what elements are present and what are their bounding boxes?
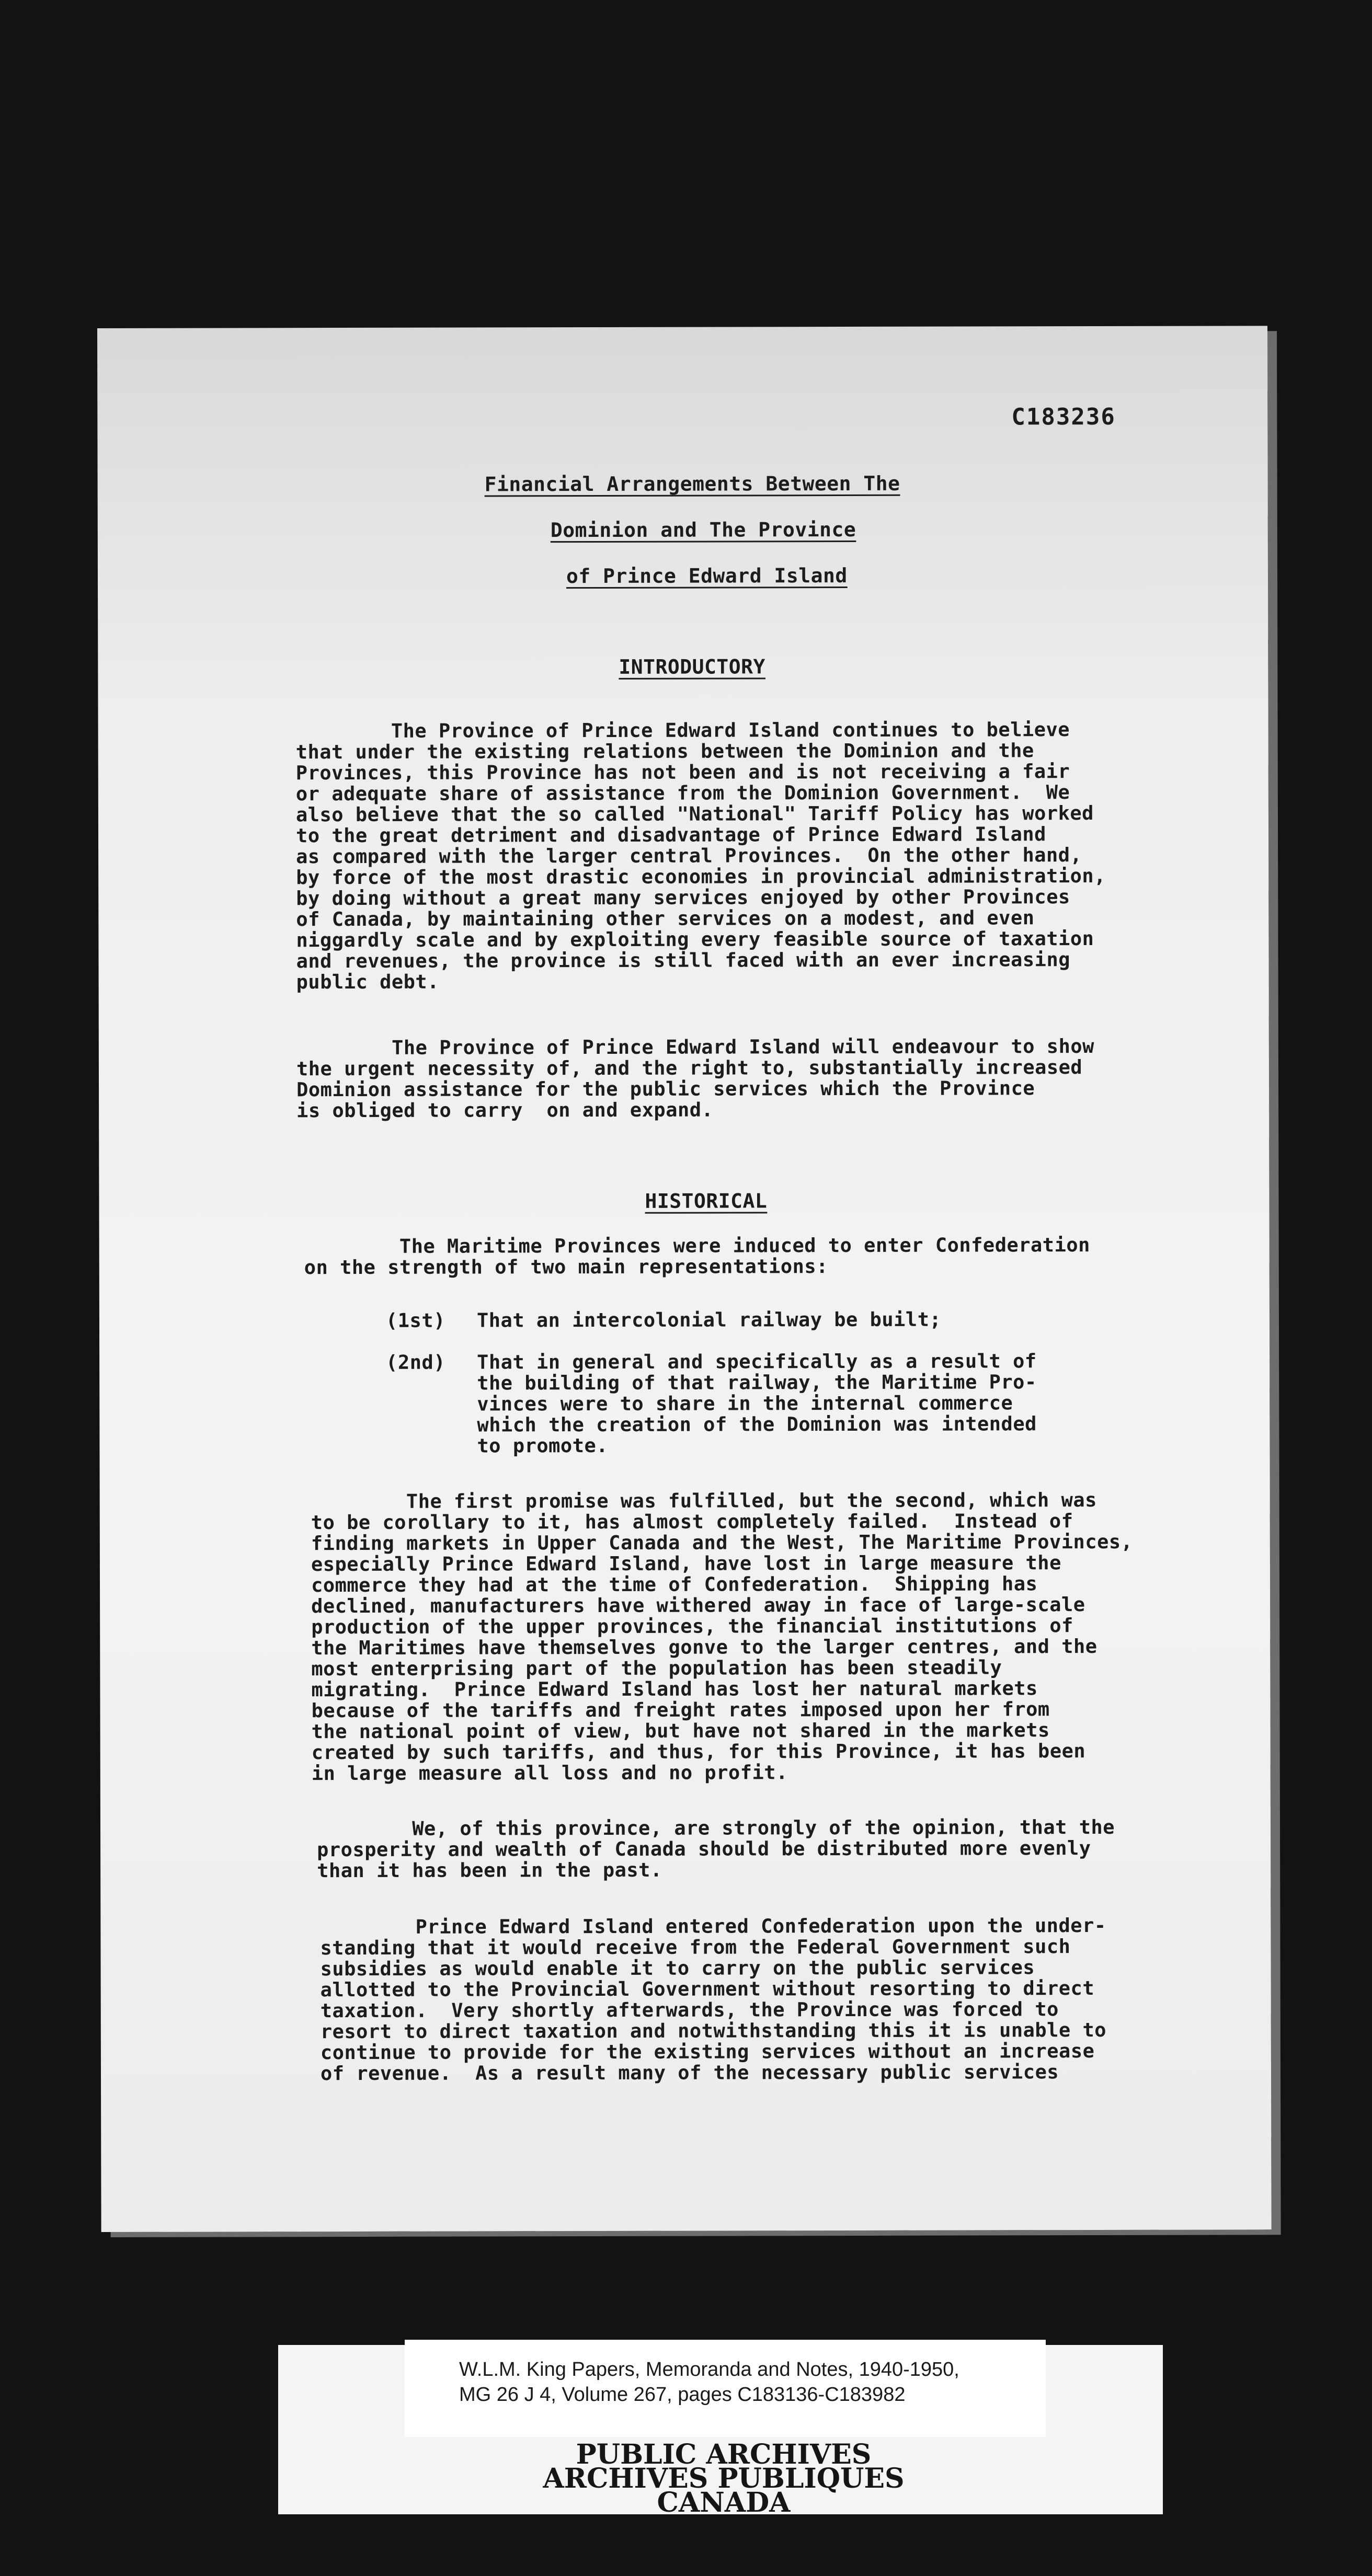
stamp-line-1: PUBLIC ARCHIVES [576,2439,872,2470]
paragraph-historical-3: We, of this province, are strongly of the opinion, that the prosperity and wealth of Canada should be distributed more evenly than it has been in the past. [316,1815,1115,1882]
title-line-1: Financial Arrangements Between The [484,472,900,496]
paragraph-historical-4: Prince Edward Island entered Confederation upon the under- standing that it would receive from the Federal Government such subsidies as would enable it to carry on the public services allotted to the Provincial Government without resorting to direct taxation. Very shortly afterwards, the Province was forced to resort to direct taxation and notwithstanding this it is unable to continue to provide for the existing services without an increase of revenue. As a result many of the necessary public services [320,1914,1107,2085]
list-item-1-number: (1st) [385,1309,445,1332]
list-item-2-number: (2nd) [386,1351,446,1374]
title-line-2: Dominion and The Province [550,518,856,542]
paragraph-historical-2: The first promise was fulfilled, but the second, which was to be corollary to it, has almost completely failed. Instead of finding markets in Upper Canada and the West, The Maritime Provinces, especially Prince Edward Island, have lost in large measure the commerce they had at the time of Confederation. Shipping has declined, manufacturers have withered away in face of large-scale production of the upper provinces, the financial institutions of the Maritimes have themselves gonve to the larger centres, and the most enterprising part of the population has been steadily migrating. Prince Edward Island has lost her natural markets because of the tariffs and freight rates imposed upon her from the national point of view, but have not shared in the markets created by such tariffs, and thus, for this Province, it has been in large measure all loss and no profit. [311,1489,1133,1785]
citation-line-2: MG 26 J 4, Volume 267, pages C183136-C183982 [459,2384,906,2406]
document-page [97,326,1272,2232]
stamp-line-2: ARCHIVES PUBLIQUES [543,2463,905,2494]
heading-introductory: INTRODUCTORY [619,655,765,678]
document-id: C183236 [1011,403,1116,431]
title-line-3: of Prince Edward Island [566,564,848,588]
citation-line-1: W.L.M. King Papers, Memoranda and Notes, 1940-1950, [459,2359,959,2380]
paragraph-historical-1: The Maritime Provinces were induced to enter Confederation on the strength of two main representations: [304,1234,1090,1279]
list-item-1-text: That an intercolonial railway be built; [476,1308,942,1332]
paragraph-intro-1: The Province of Prince Edward Island continues to believe that under the existing relations between the Dominion and the Provinces, this Province has not been and is not receiving a fair or adequate share of assistance from the Dominion Government. We also believe that the so called "National" Tariff Policy has worked to the great detriment and disadvantage of Prince Edward Island as compared with the larger central Provinces. On the other hand, by force of the most drastic economies in provincial administration, by doing without a great many services enjoyed by other Provinces of Canada, by maintaining other services on a modest, and even niggardly scale and by exploiting every feasible source of taxation and revenues, the province is still faced with an ever increasing public debt. [295,718,1106,994]
heading-historical: HISTORICAL [645,1189,768,1213]
paragraph-intro-2: The Province of Prince Edward Island will endeavour to show the urgent necessity of, and the right to, substantially increased Dominion assistance for the public services which the Province is obliged to carry on and expand. [296,1035,1094,1122]
stamp-line-3: CANADA [657,2487,791,2518]
list-item-2-text: That in general and specifically as a result of the building of that railway, the Maritime Pro- vinces were to share in the internal commerce which the creation of the Dominion was intended to promote. [477,1350,1037,1457]
